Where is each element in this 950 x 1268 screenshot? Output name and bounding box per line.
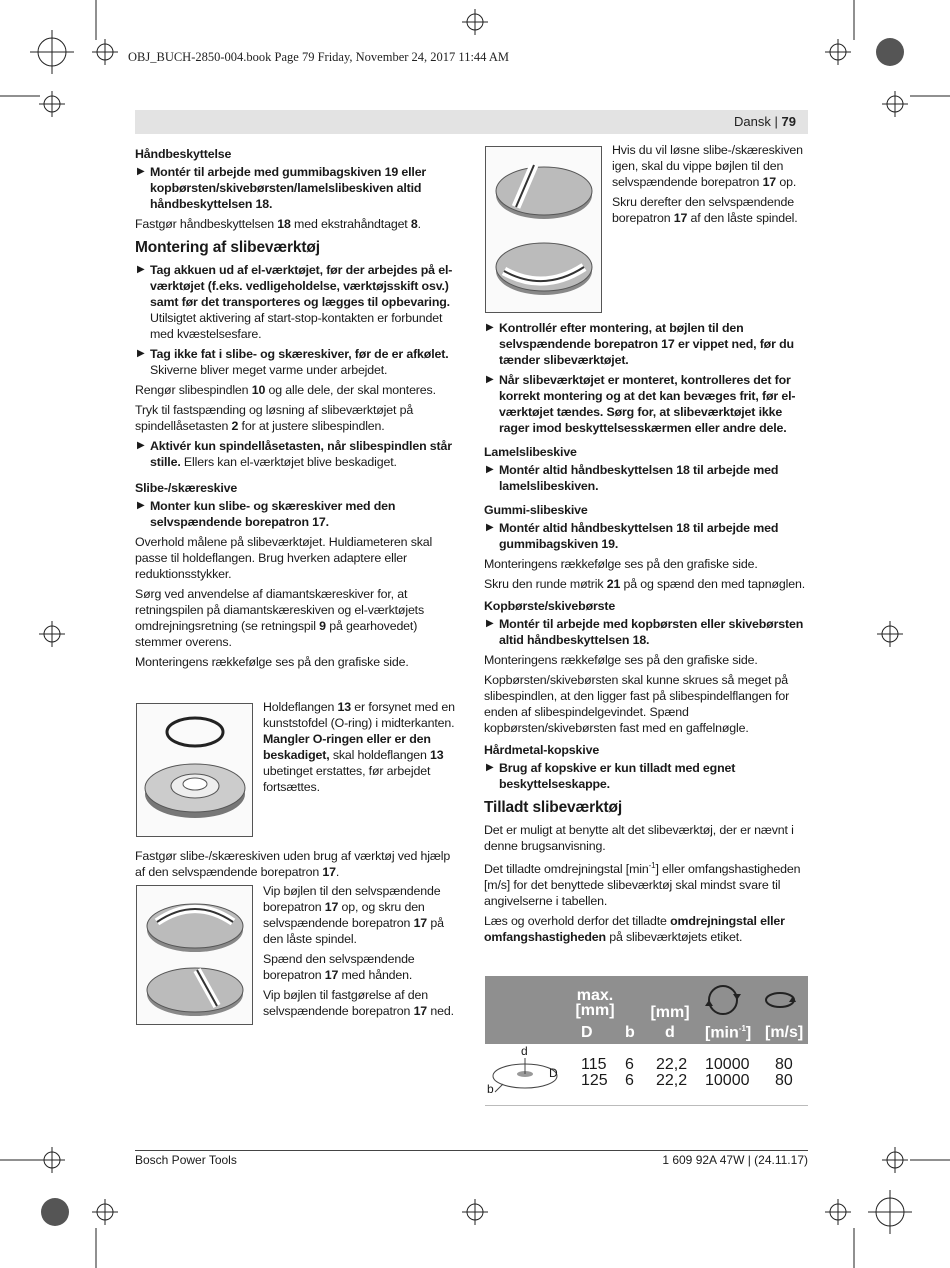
fold-text: Vip bøjlen til fastgørelse af den selvspændende borepatron 17 ned.	[263, 988, 454, 1018]
col-d: d	[665, 1024, 675, 1041]
head-max: max.	[576, 987, 614, 1004]
tip-text: Vip bøjlen til den selvspændende borepatron 17 op, og skru den selvspændende borepatron 17 på den låste spindel.	[263, 884, 444, 946]
spec-table-header	[485, 976, 808, 1044]
brush-bullet: ▶ Montér til arbejde med kopbørsten eller skivebørsten altid håndbeskyttelsen 18.	[486, 617, 804, 647]
check-bullet: ▶ Kontrollér efter montering, at bøjlen til den selvspændende borepatron 17 er vippet ned, før du tænder slibeværktøjet.	[486, 321, 794, 367]
cell-d: 22,2	[656, 1072, 688, 1089]
flap-heading: Lamelslibeskive	[484, 445, 577, 459]
allowed-heading: Tilladt slibeværktøj	[484, 799, 622, 816]
footer-doc-number: 1 609 92A 47W | (24.11.17)	[662, 1153, 808, 1167]
col-ms: [m/s]	[765, 1024, 804, 1041]
tighten-text: Spænd den selvspændende borepatron 17 med hånden.	[263, 952, 415, 982]
chuck-text-left	[263, 883, 461, 1023]
brush-order: Monteringens rækkefølge ses på den grafiske side.	[484, 653, 758, 667]
flap-bullet: ▶ Montér altid håndbeskyttelsen 18 til arbejde med lamelslibeskiven.	[486, 463, 779, 493]
allowed-text-1: Det er muligt at benytte alt det slibeværktøj, der er nævnt i denne brugsanvisning.	[484, 823, 794, 853]
clean-text: Rengør slibespindlen 10 og alle dele, der skal monteres.	[135, 383, 436, 397]
loosen-text: Hvis du vil løsne slibe-/skæreskiven igen, skal du vippe bøjlen til den selvspændende borepatron 17 op.	[612, 143, 803, 189]
cell-ms: 80	[775, 1056, 793, 1073]
peripheral-speed-icon	[763, 990, 797, 1010]
carbide-bullet: ▶ Brug af kopskive er kun tilladt med egnet beskyttelseskappe.	[486, 761, 736, 791]
footer-brand: Bosch Power Tools	[135, 1153, 237, 1167]
page-header: Dansk | 79	[734, 114, 796, 129]
cell-d: 22,2	[656, 1056, 688, 1073]
spec-row-1	[485, 1056, 808, 1072]
fasten-block	[135, 848, 460, 884]
fasten-text: Fastgør slibe-/skæreskiven uden brug af værktøj ved hjælp af den selvspændende borepatron 17.	[135, 849, 451, 879]
disc-heading: Slibe-/skæreskive	[135, 481, 238, 495]
crosshair-tm	[92, 39, 118, 65]
file-info-line: OBJ_BUCH-2850-004.book Page 79 Friday, November 24, 2017 11:44 AM	[128, 50, 509, 64]
lock-text: Tryk til fastspænding og løsning af slibeværktøjet på spindellåsetasten 2 for at justere slibespindlen.	[135, 403, 414, 433]
diamond-text: Sørg ved anvendelse af diamantskæreskiver for, at retningspilen på diamantskæreskiven og el-værktøjets omdrejningsretning (se retningspil 9 på gearhovedet) stemmer overens.	[135, 587, 425, 649]
brush-heading: Kopbørste/skivebørste	[484, 599, 616, 613]
mounted-bullet: ▶ Når slibeværktøjet er monteret, kontrolleres det for korrekt montering og at det kan bevæges frit, før el-værktøjet tændes. Sørg for, at slibeværktøjet ikke rager imod beskyttelsesskærmen eller andre dele.	[486, 373, 796, 435]
diagram-label-b: b	[487, 1082, 494, 1096]
spec-table	[485, 976, 808, 1106]
mount-bullet-1: ▶ Tag akkuen ud af el-værktøjet, før der arbejdes på el-værktøjet (f.eks. vedligeholdelse, værktøjsskift osv.) samt før det transporteres og lægges til opbevaring. Utilsigtet aktivering af start-stop-kontakten er forbundet med kvæstelsesfare.	[137, 263, 453, 341]
guard-heading: Håndbeskyttelse	[135, 147, 232, 161]
cell-b: 6	[625, 1072, 634, 1089]
disc-bullet: ▶ Monter kun slibe- og skæreskiver med den selvspændende borepatron 17.	[137, 499, 396, 529]
cell-b: 6	[625, 1056, 634, 1073]
allowed-text-2: Det tilladte omdrejningstal $[\min^{-1}]$ eller omfangshastigheden [m/s] for det benyttede slibeværktøj skal mindst svare til angivelserne i tabellen.	[484, 861, 801, 909]
page-header-bar	[135, 110, 808, 134]
col-b: b	[625, 1024, 635, 1041]
head-mm-1: [mm]	[575, 1002, 615, 1019]
lock-bullet: ▶ Aktivér kun spindellåsetasten, når slibespindlen står stille. Ellers kan el-værktøjet blive beskadiget.	[137, 439, 452, 469]
cell-D: 125	[581, 1072, 608, 1089]
rubber-heading: Gummi-slibeskive	[484, 503, 588, 517]
order-text: Monteringens rækkefølge ses på den grafiske side.	[135, 655, 409, 669]
rotation-speed-icon	[703, 982, 743, 1018]
cell-ms: 80	[775, 1072, 793, 1089]
cell-rpm: 10000	[705, 1056, 750, 1073]
starburst-bl	[41, 1198, 69, 1226]
spec-table-body	[485, 1044, 808, 1106]
rubber-bullet: ▶ Montér altid håndbeskyttelsen 18 til arbejde med gummibagskiven 19.	[486, 521, 779, 551]
head-mm-2: [mm]	[650, 1004, 690, 1021]
rubber-order: Monteringens rækkefølge ses på den grafiske side.	[484, 557, 758, 571]
mount-bullet-2: ▶ Tag ikke fat i slibe- og skæreskiver, før de er afkølet. Skiverne bliver meget varme under arbejdet.	[137, 347, 449, 377]
page-number: 79	[781, 114, 796, 129]
unscrew-text: Skru derefter den selvspændende borepatron 17 af den låste spindel.	[612, 195, 798, 225]
cell-D: 115	[581, 1056, 607, 1073]
dim-text: Overhold målene på slibeværktøjet. Huldiameteren skal passe til holdeflangen. Brug hverken adaptere eller reduktionsstykker.	[135, 535, 433, 581]
crosshair-br	[868, 1190, 912, 1234]
col-D: D	[581, 1024, 593, 1041]
diagram-label-D: D	[549, 1066, 558, 1080]
brush-text: Kopbørsten/skivebørsten skal kunne skrues så meget på slibespindlen, at den ligger fast på slibespindelflangen for enden af slibespindelgevindet. Spænd kopbørsten/skivebørsten fast med en gaffelnøgle.	[484, 673, 790, 735]
allowed-text-3: Læs og overhold derfor det tilladte omdrejningstal eller omfangshastigheden på slibeværktøjets etiket.	[484, 914, 785, 945]
left-column	[135, 142, 458, 674]
flange-text: Holdeflangen 13 er forsynet med en kunststofdel (O-ring) i midterkanten. Mangler O-ringen eller er den beskadiget, skal holdeflangen 13 ubetinget erstattes, før arbejdet fortsættes.	[263, 700, 455, 794]
right-column	[484, 320, 809, 949]
carbide-heading: Hårdmetal-kopskive	[484, 743, 600, 757]
crosshair-tl	[30, 30, 74, 74]
footer-rule	[135, 1150, 808, 1151]
col-min: $[\min^{-1}]$	[705, 1024, 752, 1042]
cell-rpm: 10000	[705, 1072, 750, 1089]
chuck-figure-loosen	[485, 146, 602, 313]
guard-text: Fastgør håndbeskyttelsen 18 med ekstrahåndtaget 8.	[135, 217, 421, 231]
nut-text: Skru den runde møtrik 21 på og spænd den med tapnøglen.	[484, 577, 805, 591]
flange-text-block	[263, 699, 461, 799]
language-label: Dansk	[734, 114, 771, 129]
loosen-block	[612, 142, 808, 230]
starburst-tr	[876, 38, 904, 66]
diagram-label-d: d	[521, 1044, 528, 1058]
guard-bullet: ▶ Montér til arbejde med gummibagskiven 19 eller kopbørsten/skivebørsten/lamelslibeskiven altid håndbeskyttelsen 18.	[137, 165, 427, 211]
flange-figure	[136, 703, 253, 837]
mount-heading: Montering af slibeværktøj	[135, 239, 320, 256]
spec-row-2	[485, 1072, 808, 1088]
chuck-figure-mount	[136, 885, 253, 1025]
